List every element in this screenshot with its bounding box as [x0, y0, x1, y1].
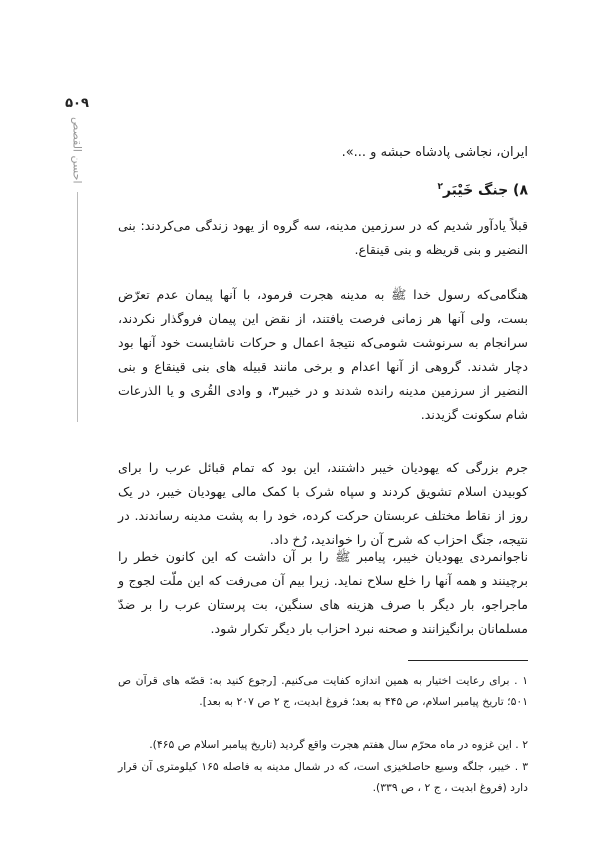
- sidebar-divider: [77, 192, 78, 422]
- intro-line: ایران، نجاشی پادشاه حبشه و ...».: [341, 145, 528, 160]
- section-heading: [437, 182, 528, 199]
- page-sidebar: [66, 96, 88, 422]
- paragraph-1: قبلاً یادآور شدیم که در سرزمین مدینه، سه گروه از یهود زندگی می‌کردند: بنی النضیر و بنی قریظه و بنی قینقاع.: [118, 218, 528, 257]
- footnote-1: ۱ . برای رعایت اختیار به همین اندازه کفایت می‌کنیم. [رجوع کنید به: قصّه های قرآن ص ۵۰۱؛ تاریخ پیامبر اسلام، ص ۴۴۵ به بعد؛ فروغ ابدیت، ج ۲ ص ۲۰۷ به بعد].: [118, 674, 528, 708]
- paragraph-2: هنگامی‌که رسول خدا ﷺ به مدینه هجرت فرمود، با آنها پیمان عدم تعرّض بست، ولی آنها هر زمانی فرصت یافتند، از نقض این پیمان فروگذار نکردند، سرانجام به سرنوشت شومی‌که نتیجهٔ اعمال و حرکات ناشایست خود آنها بود دچار شدند. گروهی از آنها اعدام و برخی مانند قبیله های بنی قینقاع و بنی النضیر از سرزمین مدینه رانده شدند و در خیبر۳، و وادی القُری و یا الذرعات شام سکونت گزیدند.: [118, 287, 528, 422]
- paragraph-4: ناجوانمردی یهودیان خیبر، پیامبر ﷺ را بر آن داشت که این کانون خطر را برچینند و همه آنها را خلع سلاح نماید. زیرا بیم آن می‌رفت که این ملّت لجوج و ماجراجو، بار دیگر با صرف هزینه های سنگین، بت پرستان عرب را بر ضدّ مسلمانان برانگیزانند و صحنه نبرد احزاب بار دیگر تکرار شود.: [118, 549, 528, 636]
- footnote-2: ۲ . این غزوه در ماه محرّم سال هفتم هجرت واقع گردید (تاریخ پیامبر اسلام ص ۴۶۵).: [149, 738, 528, 751]
- footnote-3: ۳ . خیبر، جلگه وسیع حاصلخیزی است، که در شمال مدینه به فاصله ۱۶۵ کیلومتری آن قرار دارد (فروغ ابدیت ، ج ۲ ، ص ۳۳۹).: [118, 760, 528, 794]
- paragraph-3: جرم بزرگی که یهودیان خیبر داشتند، این بود که تمام قبائل عرب را برای کوبیدن اسلام تشویق کردند و سپاه شرک با کمک مالی یهودیان خیبر، در یک روز از نقاط مختلف عربستان حرکت کرده، خود را به پشت مدینه رساندند. در نتیجه، جنگ احزاب که شرح آن را خواندید، رُخ داد.: [118, 460, 528, 547]
- running-title: احسن القصص: [70, 117, 84, 184]
- heading-footnote-marker: ۲: [437, 182, 443, 192]
- footnote-separator: [408, 660, 528, 661]
- heading-text: ۸) جنگ خَیْبَر: [442, 182, 528, 199]
- page-number: ۵۰۹: [65, 96, 89, 111]
